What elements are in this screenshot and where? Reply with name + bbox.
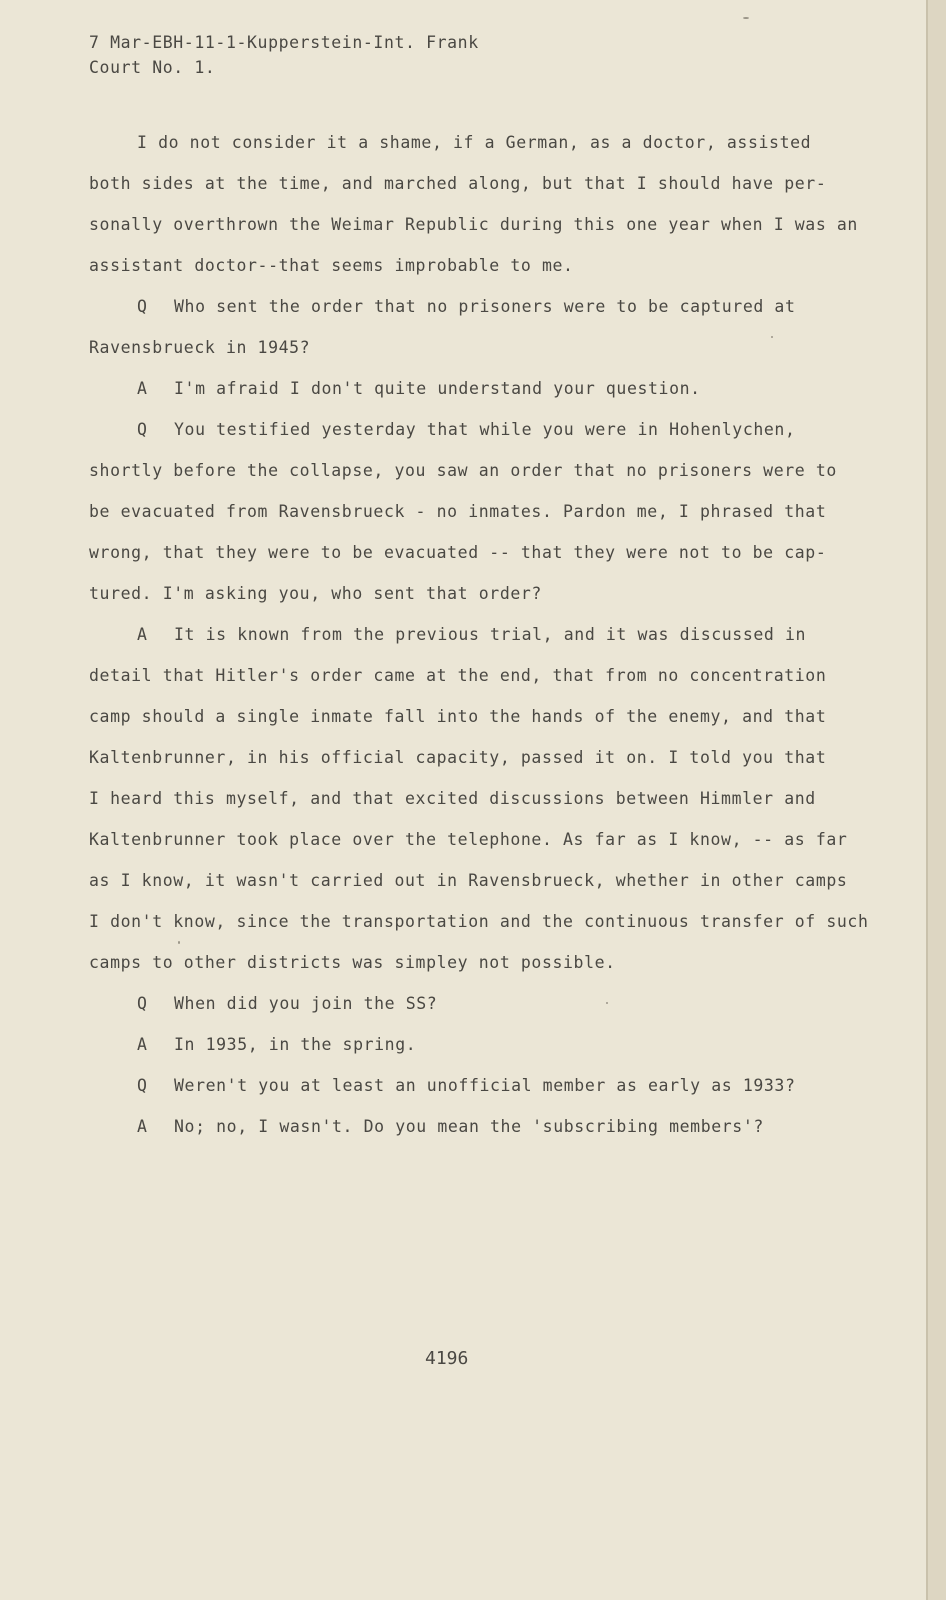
text-line: tured. I'm asking you, who sent that order? [89, 584, 542, 603]
answer-paragraph [89, 378, 849, 419]
answer-paragraph [89, 1034, 849, 1075]
line-text: I'm afraid I don't quite understand your question. [174, 379, 701, 398]
speaker-label: Q [137, 420, 148, 439]
text-line: I don't know, since the transportation and the continuous transfer of such [89, 912, 869, 931]
line-text: Who sent the order that no prisoners were to be captured at [174, 297, 796, 316]
document-header-reference: 7 Mar-EBH-11-1-Kupperstein-Int. Frank [89, 33, 479, 52]
page-number: 4196 [425, 1348, 469, 1369]
text-line: both sides at the time, and marched along, but that I should have per- [89, 174, 827, 193]
paper-speck [743, 17, 749, 19]
text-line: Ravensbrueck in 1945? [89, 338, 311, 357]
paper-speck [606, 1002, 608, 1004]
answer-paragraph [89, 1116, 849, 1157]
text-line: assistant doctor--that seems improbable to me. [89, 256, 574, 275]
text-line: as I know, it wasn't carried out in Ravensbrueck, whether in other camps [89, 871, 848, 890]
question-paragraph [89, 419, 849, 624]
transcript-paragraph [89, 132, 858, 296]
text-line [89, 419, 849, 460]
page-margin-strip [928, 0, 946, 1600]
text-line: I do not consider it a shame, if a German, as a doctor, assisted [137, 133, 812, 152]
text-line [89, 1075, 849, 1116]
paper-speck [771, 336, 773, 338]
text-line: sonally overthrown the Weimar Republic during this one year when I was an [89, 215, 858, 234]
text-line: I heard this myself, and that excited discussions between Himmler and [89, 789, 816, 808]
line-text: Weren't you at least an unofficial member as early as 1933? [174, 1076, 796, 1095]
speaker-label: A [137, 379, 148, 398]
line-text: When did you join the SS? [174, 994, 438, 1013]
paper-speck [178, 941, 180, 944]
text-line: camps to other districts was simpley not possible. [89, 953, 616, 972]
text-line: Kaltenbrunner took place over the telephone. As far as I know, -- as far [89, 830, 848, 849]
speaker-label: Q [137, 1076, 148, 1095]
question-paragraph [89, 993, 849, 1034]
answer-paragraph [89, 624, 869, 993]
speaker-label: Q [137, 994, 148, 1013]
line-text: In 1935, in the spring. [174, 1035, 417, 1054]
line-text: It is known from the previous trial, and it was discussed in [174, 625, 807, 644]
text-line [89, 993, 849, 1034]
text-line: be evacuated from Ravensbrueck - no inmates. Pardon me, I phrased that [89, 502, 827, 521]
text-line [89, 624, 849, 665]
text-line: detail that Hitler's order came at the end, that from no concentration [89, 666, 827, 685]
text-line [89, 1034, 849, 1075]
text-line: Kaltenbrunner, in his official capacity, passed it on. I told you that [89, 748, 827, 767]
text-line: camp should a single inmate fall into the hands of the enemy, and that [89, 707, 827, 726]
text-line: shortly before the collapse, you saw an order that no prisoners were to [89, 461, 837, 480]
question-paragraph [89, 1075, 849, 1116]
speaker-label: A [137, 1035, 148, 1054]
document-header-court: Court No. 1. [89, 58, 216, 77]
text-line: wrong, that they were to be evacuated -- that they were not to be cap- [89, 543, 827, 562]
text-line [89, 378, 849, 419]
question-paragraph [89, 296, 849, 378]
speaker-label: A [137, 625, 148, 644]
line-text: No; no, I wasn't. Do you mean the 'subscribing members'? [174, 1117, 764, 1136]
speaker-label: Q [137, 297, 148, 316]
line-text: You testified yesterday that while you were in Hohenlychen, [174, 420, 796, 439]
speaker-label: A [137, 1117, 148, 1136]
transcript-body [89, 132, 869, 1157]
text-line [89, 1116, 849, 1157]
text-line [89, 296, 849, 337]
